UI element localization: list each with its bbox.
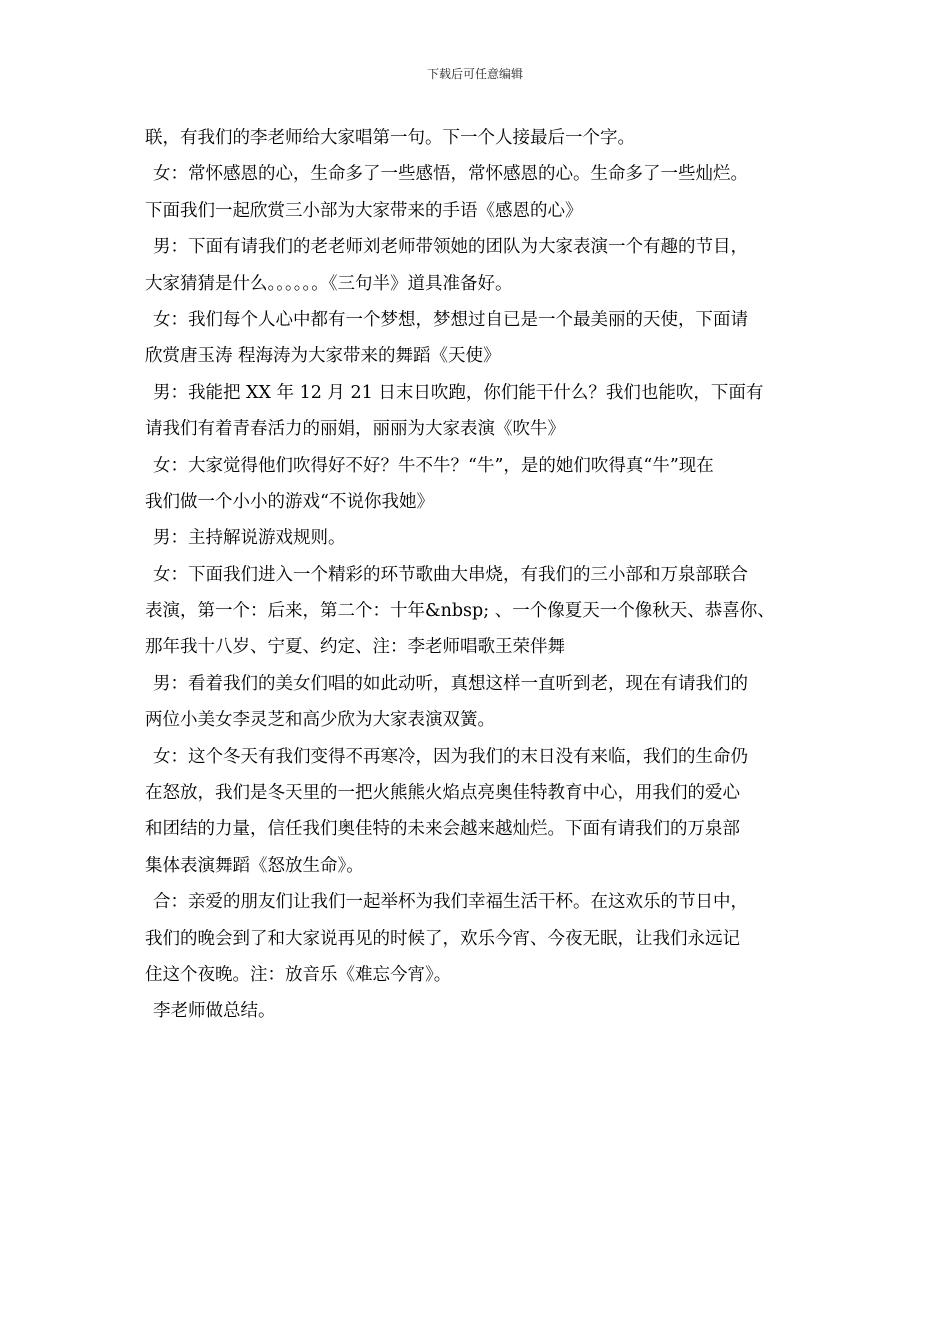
page-header: 下载后可任意编辑: [426, 67, 523, 81]
text-line: 女：下面我们进入一个精彩的环节歌曲大串烧，有我们的三小部和万泉部联合: [153, 564, 748, 585]
text-line: 女：这个冬天有我们变得不再寒冷，因为我们的末日没有来临，我们的生命仍: [153, 746, 748, 767]
text-line: 集体表演舞蹈《怒放生命》。: [145, 855, 364, 876]
text-line: 合：亲爱的朋友们让我们一起举杯为我们幸福生活干杯。在这欢乐的节日中，: [153, 892, 748, 913]
text-line: 两位小美女李灵芝和高少欣为大家表演双簧。: [145, 710, 495, 731]
text-line: 女：我们每个人心中都有一个梦想，梦想过自已是一个最美丽的天使，下面请: [153, 309, 748, 330]
text-line: 男：下面有请我们的老老师刘老师带领她的团队为大家表演一个有趣的节目，: [153, 237, 748, 258]
text-line: 住这个夜晚。注：放音乐《难忘今宵》。: [145, 964, 452, 985]
text-line: 女：常怀感恩的心，生命多了一些感悟，常怀感恩的心。生命多了一些灿烂。: [153, 164, 748, 185]
text-line: 下面我们一起欣赏三小部为大家带来的手语《感恩的心》: [145, 200, 583, 221]
text-line: 在怒放，我们是冬天里的一把火熊熊火焰点亮奥佳特教育中心，用我们的爱心: [145, 783, 740, 804]
text-line: 大家猜猜是什么。。。。。。《三句半》道具准备好。: [145, 273, 513, 294]
text-line: 和团结的力量，信任我们奥佳特的未来会越来越灿烂。下面有请我们的万泉部: [145, 819, 740, 840]
text-line: 欣赏唐玉涛 程海涛为大家带来的舞蹈《天使》: [145, 346, 501, 367]
text-line: 男：主持解说游戏规则。: [153, 528, 346, 549]
text-line: 男：看着我们的美女们唱的如此动听，真想这样一直听到老，现在有请我们的: [153, 673, 748, 694]
text-line: 联，有我们的李老师给大家唱第一句。下一个人接最后一个字。: [145, 128, 635, 148]
text-line: 表演，第一个：后来，第二个：十年&nbsp; 、一个像夏天一个像秋天、恭喜你、: [145, 601, 775, 622]
text-line: 那年我十八岁、宁夏、约定、注：李老师唱歌王荣伴舞: [145, 637, 565, 658]
text-line: 女：大家觉得他们吹得好不好？牛不牛？“牛”，是的她们吹得真“牛”现在: [153, 455, 714, 476]
text-line: 我们做一个小小的游戏“不说你我她》: [145, 491, 434, 512]
document-body: [145, 120, 815, 1030]
text-line: 我们的晚会到了和大家说再见的时候了，欢乐今宵、今夜无眠，让我们永远记: [145, 928, 740, 949]
text-line: 李老师做总结。: [153, 1001, 276, 1022]
text-line: 男：我能把 XX 年 12 月 21 日末日吹跑，你们能干什么？我们也能吹，下面有: [153, 382, 764, 403]
text-line: 请我们有着青春活力的丽娟，丽丽为大家表演《吹牛》: [145, 419, 565, 440]
